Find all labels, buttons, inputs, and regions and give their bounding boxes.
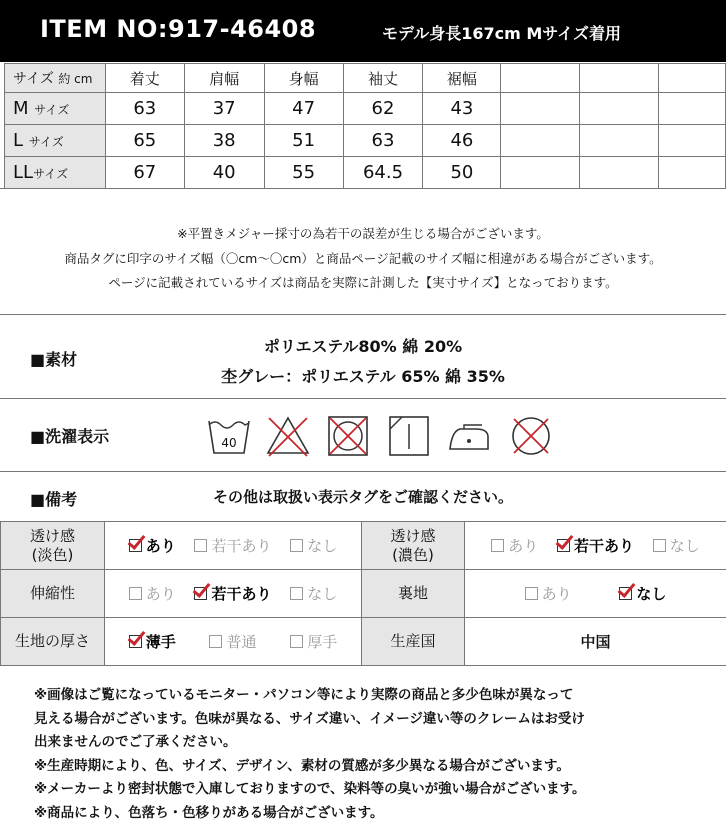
checkbox-checked-icon bbox=[194, 587, 207, 600]
option-checked[interactable]: なし bbox=[619, 583, 666, 604]
size-value: 62 bbox=[343, 93, 423, 125]
size-value: 43 bbox=[423, 93, 501, 125]
feel-row bbox=[1, 618, 726, 666]
checkbox-icon bbox=[491, 539, 504, 552]
column-header: 裾幅 bbox=[423, 64, 501, 93]
column-header: 袖丈 bbox=[343, 64, 423, 93]
size-value: 55 bbox=[264, 157, 343, 189]
footer-line: ※商品により、色落ち・色移りがある場合がございます。 bbox=[34, 804, 384, 821]
size-value bbox=[659, 157, 726, 189]
size-label: L サイズ bbox=[5, 125, 106, 157]
checkbox-icon bbox=[525, 587, 538, 600]
option[interactable]: なし bbox=[290, 535, 337, 556]
size-value: 65 bbox=[105, 125, 184, 157]
footer-line: 見える場合がございます。色味が異なる、サイズ違い、イメージ違い等のクレームはお受け bbox=[34, 710, 585, 727]
size-value bbox=[501, 93, 580, 125]
option[interactable]: あり bbox=[525, 583, 572, 604]
size-row bbox=[5, 93, 726, 125]
material-line-1: ポリエステル80% 綿 20% bbox=[263, 337, 463, 356]
option[interactable]: なし bbox=[290, 583, 337, 604]
column-header bbox=[501, 64, 580, 93]
notice-line: 商品タグに印字のサイズ幅（〇cm〜〇cm）と商品ページ記載のサイズ幅に相違がある場合がございます。 bbox=[64, 251, 662, 266]
footer-line: ※メーカーより密封状態で入庫しておりますので、染料等の臭いが強い場合がございます。 bbox=[34, 781, 586, 797]
option[interactable]: なし bbox=[653, 535, 700, 556]
size-label: M サイズ bbox=[5, 93, 106, 125]
origin-value: 中国 bbox=[465, 618, 726, 666]
notice-line: ※平置きメジャー採寸の為若干の誤差が生じる場合がございます。 bbox=[177, 226, 549, 241]
sheer-dark-options bbox=[465, 522, 726, 570]
column-header bbox=[580, 64, 659, 93]
sheer-dark-label: 透け感 (濃色) bbox=[362, 522, 465, 570]
measurement-notice bbox=[0, 188, 726, 315]
stretch-label: 伸縮性 bbox=[1, 570, 105, 618]
notice-line: ページに記載されているサイズは商品を実際に計測した【実寸サイズ】となっております。 bbox=[108, 275, 618, 290]
material-label: ■素材 bbox=[30, 350, 78, 369]
checkbox-icon bbox=[290, 635, 303, 648]
lining-options bbox=[465, 570, 726, 618]
size-value: 63 bbox=[105, 93, 184, 125]
footer-line: ※画像はご覧になっているモニター・パソコン等により実際の商品と多少色味が異なって bbox=[34, 687, 574, 703]
checkbox-icon bbox=[194, 539, 207, 552]
sheer-light-label: 透け感 (淡色) bbox=[1, 522, 105, 570]
column-header: 身幅 bbox=[264, 64, 343, 93]
checkbox-icon bbox=[129, 587, 142, 600]
checkbox-icon bbox=[290, 539, 303, 552]
material-line-2: 杢グレー：ポリエステル 65% 綿 35% bbox=[221, 367, 505, 386]
header-bar bbox=[0, 0, 726, 62]
origin-label: 生産国 bbox=[362, 618, 465, 666]
feel-row bbox=[1, 522, 726, 570]
footer-notes bbox=[34, 684, 714, 825]
size-value bbox=[580, 157, 659, 189]
size-row bbox=[5, 125, 726, 157]
checkbox-checked-icon bbox=[619, 587, 632, 600]
footer-line: ※生産時期により、色、サイズ、デザイン、素材の質感が多少異なる場合がございます。 bbox=[34, 757, 570, 774]
size-value bbox=[580, 125, 659, 157]
option-checked[interactable]: 薄手 bbox=[129, 631, 176, 652]
option[interactable]: 普通 bbox=[209, 631, 256, 652]
option[interactable]: 厚手 bbox=[290, 631, 337, 652]
care-tag-note: その他は取扱い表示タグをご確認ください。 bbox=[212, 488, 513, 506]
stretch-options bbox=[105, 570, 362, 618]
size-value: 67 bbox=[105, 157, 184, 189]
line-dry-icon bbox=[386, 413, 432, 459]
iron-low-icon bbox=[446, 413, 492, 459]
wash-temp-label: 40 bbox=[221, 436, 237, 450]
size-value: 51 bbox=[264, 125, 343, 157]
size-value: 63 bbox=[343, 125, 423, 157]
checkbox-icon bbox=[653, 539, 666, 552]
lining-label: 裏地 bbox=[362, 570, 465, 618]
column-header: 肩幅 bbox=[184, 64, 264, 93]
option-checked[interactable]: 若干あり bbox=[194, 583, 271, 604]
sheer-light-options bbox=[105, 522, 362, 570]
size-row bbox=[5, 157, 726, 189]
size-value bbox=[501, 157, 580, 189]
checkbox-icon bbox=[290, 587, 303, 600]
option-checked[interactable]: 若干あり bbox=[557, 535, 634, 556]
size-corner: サイズ 約 cm bbox=[5, 64, 106, 93]
fabric-feel-table bbox=[0, 521, 726, 666]
size-value bbox=[659, 93, 726, 125]
washing-label: ■洗濯表示 bbox=[30, 427, 110, 446]
size-value bbox=[501, 125, 580, 157]
size-value: 40 bbox=[184, 157, 264, 189]
option[interactable]: あり bbox=[129, 583, 176, 604]
size-value: 38 bbox=[184, 125, 264, 157]
checkbox-checked-icon bbox=[129, 539, 142, 552]
no-bleach-icon bbox=[265, 413, 311, 459]
checkbox-checked-icon bbox=[557, 539, 570, 552]
option[interactable]: 若干あり bbox=[194, 535, 271, 556]
feel-row bbox=[1, 570, 726, 618]
item-number: ITEM NO:917-46408 bbox=[40, 15, 317, 43]
material-section bbox=[0, 314, 726, 399]
size-value: 37 bbox=[184, 93, 264, 125]
no-tumble-dry-icon bbox=[325, 413, 371, 459]
size-value: 64.5 bbox=[343, 157, 423, 189]
checkbox-icon bbox=[209, 635, 222, 648]
size-value bbox=[580, 93, 659, 125]
footer-line: 出来ませんのでご了承ください。 bbox=[34, 734, 237, 750]
size-value: 50 bbox=[423, 157, 501, 189]
column-header bbox=[659, 64, 726, 93]
model-note: モデル身長167cm Mサイズ着用 bbox=[382, 24, 621, 43]
size-label: LLサイズ bbox=[5, 157, 106, 189]
thickness-label: 生地の厚さ bbox=[1, 618, 105, 666]
size-value bbox=[659, 125, 726, 157]
wash-40-icon bbox=[206, 413, 252, 459]
option-checked[interactable]: あり bbox=[129, 535, 176, 556]
remarks-label: ■備考 bbox=[30, 490, 78, 509]
option[interactable]: あり bbox=[491, 535, 538, 556]
size-value: 46 bbox=[423, 125, 501, 157]
checkbox-checked-icon bbox=[129, 635, 142, 648]
size-table bbox=[4, 63, 726, 189]
no-dry-clean-icon bbox=[508, 413, 554, 459]
column-header: 着丈 bbox=[105, 64, 184, 93]
thickness-options bbox=[105, 618, 362, 666]
size-value: 47 bbox=[264, 93, 343, 125]
